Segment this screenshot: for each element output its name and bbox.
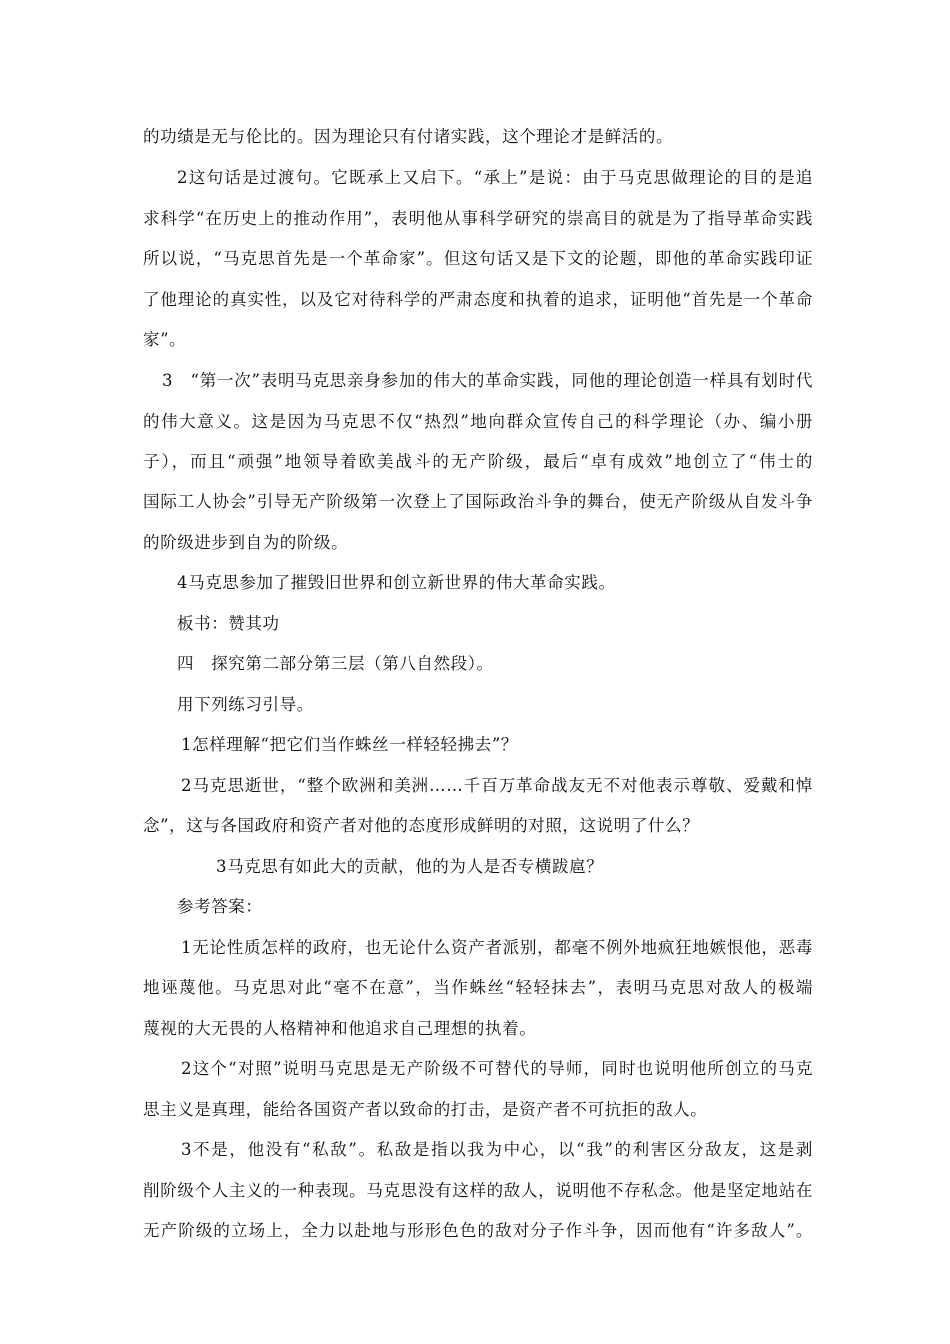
text-line: 削阶级个人主义的一种表现。马克思没有这样的敌人，说明他不存私念。他是坚定地站在 bbox=[143, 1181, 813, 1200]
text-line: 的伟大意义。这是因为马克思不仅“热烈”地向群众宣传自己的科学理论（办、编小册 bbox=[143, 412, 813, 431]
text-line: 国际工人协会”引导无产阶级第一次登上了国际政治斗争的舞台，使无产阶级从自发斗争 bbox=[143, 492, 813, 511]
text-line: 1怎样理解“把它们当作蛛丝一样轻轻拂去”？ bbox=[181, 735, 518, 754]
text-line: 板书：赞其功 bbox=[177, 614, 280, 633]
text-line: 家”。 bbox=[143, 330, 187, 349]
text-line: 参考答案： bbox=[177, 897, 263, 916]
text-line: 3马克思有如此大的贡献，他的为人是否专横跋扈？ bbox=[216, 857, 604, 876]
text-line: 所以说，“马克思首先是一个革命家”。但这句话又是下文的论题，即他的革命实践印证 bbox=[143, 249, 813, 268]
text-line: 四 探究第二部分第三层（第八自然段）。 bbox=[177, 654, 494, 673]
text-line: 的阶级进步到自为的阶级。 bbox=[143, 533, 349, 552]
text-line: 1无论性质怎样的政府，也无论什么资产者派别，都毫不例外地疯狂地嫉恨他，恶毒 bbox=[181, 938, 813, 957]
text-line: 用下列练习引导。 bbox=[177, 695, 314, 714]
text-line: 2马克思逝世，“整个欧洲和美洲……千百万革命战友无不对他表示尊敬、爱戴和悼 bbox=[181, 776, 813, 795]
text-line: 子），而且“顽强”地领导着欧美战斗的无产阶级，最后“卓有成效”地创立了“伟士的 bbox=[143, 452, 813, 471]
text-line: 蔑视的大无畏的人格精神和他追求自己理想的执着。 bbox=[143, 1019, 537, 1038]
text-line: 念”，这与各国政府和资产者对他的态度形成鲜明的对照，这说明了什么？ bbox=[143, 816, 700, 835]
text-line: 2这句话是过渡句。它既承上又启下。“承上”是说：由于马克思做理论的目的是追 bbox=[177, 168, 813, 187]
text-line: 求科学“在历史上的推动作用”，表明他从事科学研究的崇高目的就是为了指导革命实践 bbox=[143, 209, 813, 228]
text-line: 地诬蔑他。马克思对此“毫不在意”，当作蛛丝“轻轻抹去”，表明马克思对敌人的极端 bbox=[143, 978, 813, 997]
text-line: 无产阶级的立场上，全力以赴地与形形色色的敌对分子作斗争，因而他有“许多敌人”。 bbox=[143, 1221, 813, 1240]
text-line: 2这个“对照”说明马克思是无产阶级不可替代的导师，同时也说明他所创立的马克 bbox=[181, 1059, 813, 1078]
text-line: 3不是，他没有“私敌”。私敌是指以我为中心，以“我”的利害区分敌友，这是剥 bbox=[181, 1140, 813, 1159]
text-line: 4马克思参加了摧毁旧世界和创立新世界的伟大革命实践。 bbox=[177, 573, 616, 592]
text-line: 的功绩是无与伦比的。因为理论只有付诸实践，这个理论才是鲜活的。 bbox=[143, 127, 674, 146]
text-line: 了他理论的真实性，以及它对待科学的严肃态度和执着的追求，证明他“首先是一个革命 bbox=[143, 290, 813, 309]
text-line: 思主义是真理，能给各国资产者以致命的打击，是资产者不可抗拒的敌人。 bbox=[143, 1100, 708, 1119]
text-line: 3 “第一次”表明马克思亲身参加的伟大的革命实践，同他的理论创造一样具有划时代 bbox=[162, 371, 813, 390]
